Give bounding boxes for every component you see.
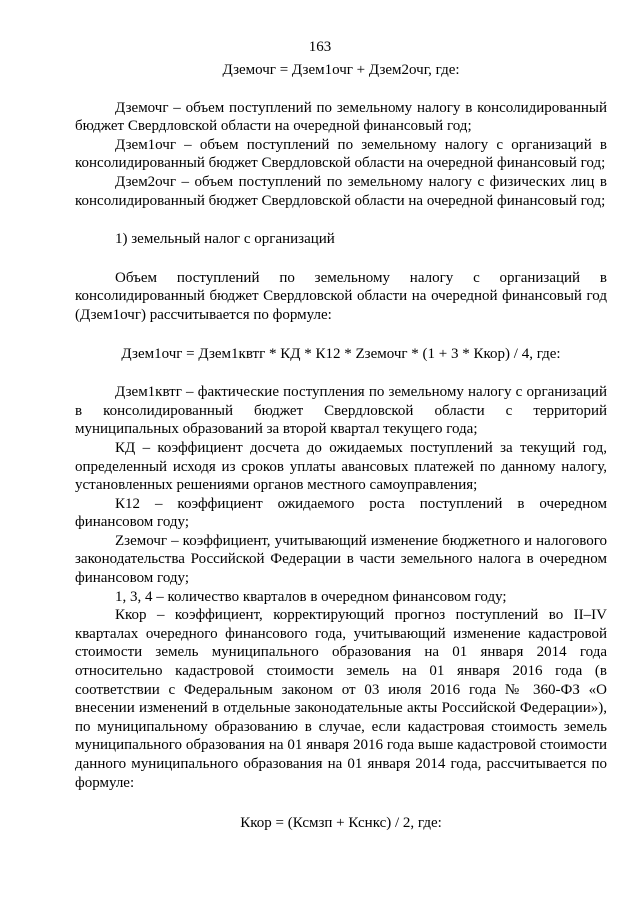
definition-kd: КД – коэффициент досчета до ожидаемых поступлений за текущий год, определенный исходя из сроков уплаты авансовых платежей по данному налогу, установленных решениями органов местного самоуправления; xyxy=(75,439,607,494)
section-heading: 1) земельный налог с организаций xyxy=(115,231,335,248)
definition-quarters: 1, 3, 4 – количество кварталов в очередном финансовом году; xyxy=(115,588,507,605)
definition-k12: К12 – коэффициент ожидаемого роста поступлений в очередном финансовом году; xyxy=(75,495,607,531)
definition-dzem1ochg: Дзем1очг – объем поступлений по земельному налогу с организаций в консолидированный бюджет Свердловской области на очередной финансовый год; xyxy=(75,136,607,172)
definition-dzem1kvtg: Дзем1квтг – фактические поступления по земельному налогу с организаций в консолидированный бюджет Свердловской области с территорий муниципальных образований за второй квартал текущего года; xyxy=(75,384,607,438)
formula-kkor: Ккор = (Ксмзп + Кснкс) / 2, где: xyxy=(240,815,442,832)
definition-dzem2ochg: Дзем2очг – объем поступлений по земельному налогу с физических лиц в консолидированный бюджет Свердловской области на очередной финансовый год; xyxy=(75,173,607,209)
formula-land-tax-total: Дземочг = Дзем1очг + Дзем2очг, где: xyxy=(222,62,460,78)
formula-org-tax: Дзем1очг = Дзем1квтг * КД * К12 * Zземочг * (1 + 3 * Ккор) / 4, где: xyxy=(121,345,561,362)
page-number: 163 xyxy=(308,39,332,55)
document-body xyxy=(75,60,607,833)
definition-kkor: Ккор – коэффициент, корректирующий прогноз поступлений во II–IV кварталах очередного финансового года, учитывающий изменение кадастровой стоимости земель муниципального образования на 01 января 2014 года относительно кадастровой стоимости земель на 01 января 2016 года (в соответствии с Федеральным законом от 03 июля 2016 года № 360-ФЗ «О внесении изменений в отдельные законодательные акты Российской Федерации»), по муниципальному образованию в случае, если кадастровая стоимость земель муниципального образования на 01 января 2016 года выше кадастровой стоимости данного муниципального образования на 01 января 2014 года, рассчитывается по формуле: xyxy=(75,607,607,791)
definition-dzemochg: Дземочг – объем поступлений по земельному налогу в консолидированный бюджет Свердловской области на очередной финансовый год; xyxy=(75,99,607,135)
section-intro: Объем поступлений по земельному налогу с организаций в консолидированный бюджет Свердловской области на очередной финансовый год (Дзем1очг) рассчитывается по формуле: xyxy=(75,269,607,323)
definition-zzemochg: Zземочг – коэффициент, учитывающий изменение бюджетного и налогового законодательства Российской Федерации в части земельного налога в очередном финансовом году; xyxy=(75,532,607,587)
